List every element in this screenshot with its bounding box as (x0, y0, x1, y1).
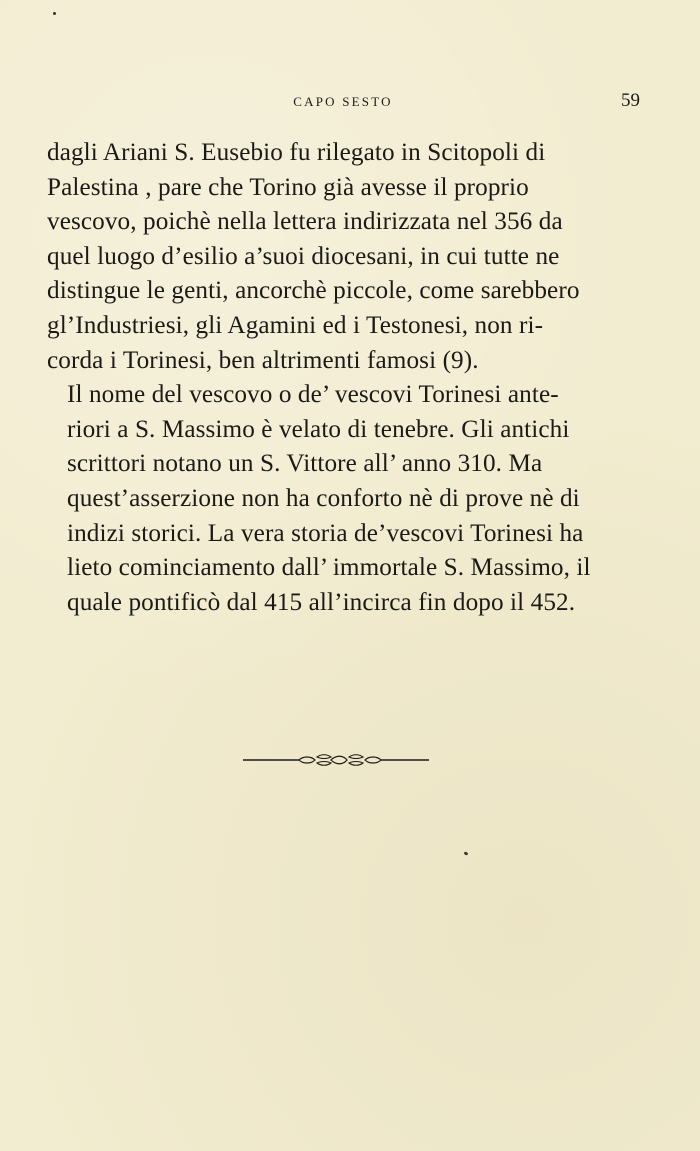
text-line: quale pontificò dal 415 all’incirca fin dopo il 452. (67, 588, 576, 616)
text-line: indizi storici. La vera storia de’vescovi Torinesi ha (67, 519, 584, 547)
text-line: vescovo, poichè nella lettera indirizzata nel 356 da (47, 208, 563, 236)
text-line: quel luogo d’esilio a’suoi diocesani, in cui tutte ne (47, 242, 560, 270)
paragraph-1 (47, 136, 637, 378)
ink-speck (464, 851, 469, 856)
running-title: CAPO SESTO (293, 94, 393, 109)
text-line: corda i Torinesi, ben altrimenti famosi (9). (47, 346, 479, 374)
text-line: scrittori notano un S. Vittore all’ anno 310. Ma (67, 450, 543, 478)
body-text (47, 136, 637, 620)
text-line: lieto cominciamento dall’ immortale S. Massimo, il (67, 554, 591, 582)
text-line: riori a S. Massimo è velato di tenebre. Gli antichi (67, 415, 570, 443)
text-line: quest’asserzione non ha conforto nè di prove nè di (67, 484, 580, 512)
text-line: Palestina , pare che Torino già avesse il proprio (47, 173, 529, 201)
text-line: gl’Industriesi, gli Agamini ed i Testonesi, non ri- (47, 311, 544, 339)
paragraph-2 (47, 378, 637, 620)
text-line: dagli Ariani S. Eusebio fu rilegato in Scitopoli di (47, 139, 546, 166)
running-header (48, 90, 640, 118)
ink-speck (53, 12, 56, 15)
page-number: 59 (621, 90, 640, 111)
text-line: Il nome del vescovo o de’ vescovi Torinesi ante- (67, 381, 559, 409)
text-line: distingue le genti, ancorchè piccole, come sarebbero (47, 277, 580, 305)
decorative-rule (241, 750, 431, 770)
